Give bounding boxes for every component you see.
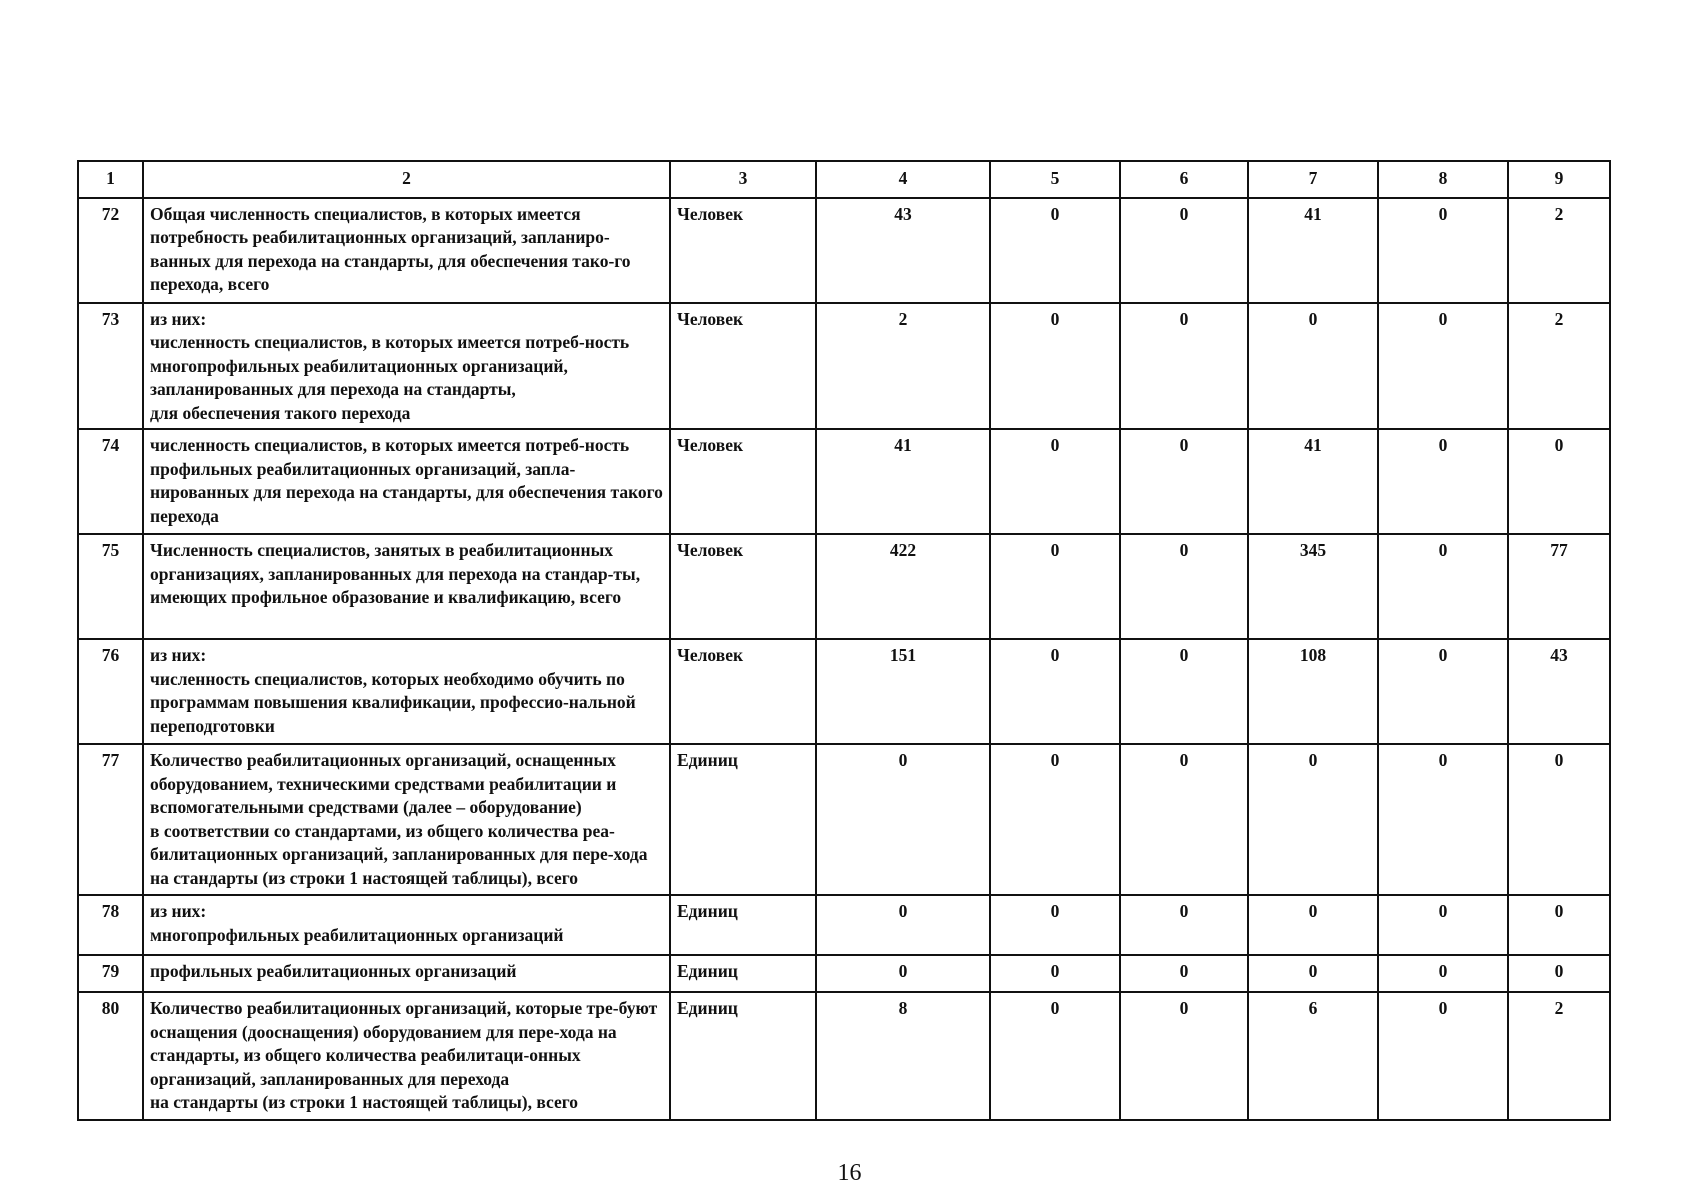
- row-number-cell: 80: [78, 992, 143, 1120]
- column-header: 9: [1508, 161, 1610, 198]
- value-cell: 41: [1248, 198, 1378, 303]
- row-number-cell: 79: [78, 955, 143, 992]
- row-number-cell: 77: [78, 744, 143, 895]
- value-cell: 0: [1508, 744, 1610, 895]
- value-cell: 0: [1378, 895, 1508, 955]
- value-cell: 0: [1508, 429, 1610, 534]
- value-cell: 0: [816, 955, 990, 992]
- value-cell: 0: [990, 198, 1120, 303]
- row-number-cell: 78: [78, 895, 143, 955]
- column-header: 6: [1120, 161, 1248, 198]
- value-cell: 0: [1378, 992, 1508, 1120]
- indicator-description-cell: профильных реабилитационных организаций: [143, 955, 670, 992]
- value-cell: 0: [1120, 895, 1248, 955]
- value-cell: 0: [1120, 992, 1248, 1120]
- table-row: [78, 303, 1610, 430]
- value-cell: 0: [816, 895, 990, 955]
- value-cell: 41: [816, 429, 990, 534]
- column-header: 5: [990, 161, 1120, 198]
- column-header: 8: [1378, 161, 1508, 198]
- value-cell: 0: [1378, 639, 1508, 744]
- value-cell: 0: [1248, 955, 1378, 992]
- value-cell: 0: [1248, 303, 1378, 430]
- column-header: 1: [78, 161, 143, 198]
- value-cell: 0: [990, 744, 1120, 895]
- column-header: 4: [816, 161, 990, 198]
- value-cell: 0: [1508, 955, 1610, 992]
- value-cell: 0: [1120, 303, 1248, 430]
- table-row: [78, 895, 1610, 955]
- value-cell: 0: [1508, 895, 1610, 955]
- table-row: [78, 744, 1610, 895]
- unit-cell: Человек: [670, 534, 816, 639]
- value-cell: 0: [990, 303, 1120, 430]
- value-cell: 151: [816, 639, 990, 744]
- column-header: 2: [143, 161, 670, 198]
- table-row: [78, 429, 1610, 534]
- unit-cell: Человек: [670, 198, 816, 303]
- page-number: 16: [837, 1160, 862, 1186]
- table-row: [78, 198, 1610, 303]
- value-cell: 0: [1378, 303, 1508, 430]
- unit-cell: Человек: [670, 303, 816, 430]
- table-row: [78, 992, 1610, 1120]
- value-cell: 0: [1248, 895, 1378, 955]
- value-cell: 0: [990, 639, 1120, 744]
- row-number-cell: 73: [78, 303, 143, 430]
- row-number-cell: 74: [78, 429, 143, 534]
- value-cell: 0: [1378, 744, 1508, 895]
- unit-cell: Человек: [670, 429, 816, 534]
- indicator-description-cell: из них: численность специалистов, которых необходимо обучить по программам повышения квалификации, профессио-нальной переподготовки: [143, 639, 670, 744]
- value-cell: 0: [990, 534, 1120, 639]
- value-cell: 422: [816, 534, 990, 639]
- indicator-description-cell: Общая численность специалистов, в которых имеется потребность реабилитационных организаций, запланиро-ванных для перехода на стандарты, для обеспечения тако-го перехода, всего: [143, 198, 670, 303]
- value-cell: 0: [1378, 534, 1508, 639]
- value-cell: 0: [990, 992, 1120, 1120]
- row-number-cell: 75: [78, 534, 143, 639]
- value-cell: 2: [1508, 198, 1610, 303]
- indicator-description-cell: Количество реабилитационных организаций, оснащенных оборудованием, техническими средствами реабилитации и вспомогательными средствами (далее – оборудование) в соответствии со стандартами, из общего количества реа-билитационных организаций, запланированных для пере-хода на стандарты (из строки 1 настоящей таблицы), всего: [143, 744, 670, 895]
- value-cell: 0: [816, 744, 990, 895]
- column-header: 7: [1248, 161, 1378, 198]
- column-number-header-row: [78, 161, 1610, 198]
- value-cell: 0: [990, 895, 1120, 955]
- row-number-cell: 76: [78, 639, 143, 744]
- value-cell: 2: [1508, 992, 1610, 1120]
- value-cell: 0: [1120, 198, 1248, 303]
- value-cell: 0: [1120, 534, 1248, 639]
- value-cell: 6: [1248, 992, 1378, 1120]
- value-cell: 8: [816, 992, 990, 1120]
- unit-cell: Единиц: [670, 955, 816, 992]
- indicator-description-cell: численность специалистов, в которых имеется потреб-ность профильных реабилитационных организаций, запла-нированных для перехода на стандарты, для обеспечения такого перехода: [143, 429, 670, 534]
- value-cell: 0: [1378, 198, 1508, 303]
- unit-cell: Единиц: [670, 895, 816, 955]
- unit-cell: Единиц: [670, 744, 816, 895]
- value-cell: 43: [1508, 639, 1610, 744]
- unit-cell: Человек: [670, 639, 816, 744]
- value-cell: 0: [1120, 429, 1248, 534]
- value-cell: 0: [1378, 429, 1508, 534]
- value-cell: 0: [1120, 639, 1248, 744]
- statistics-table: [77, 160, 1611, 1121]
- value-cell: 2: [1508, 303, 1610, 430]
- indicator-description-cell: из них: многопрофильных реабилитационных организаций: [143, 895, 670, 955]
- unit-cell: Единиц: [670, 992, 816, 1120]
- table-row: [78, 639, 1610, 744]
- value-cell: 345: [1248, 534, 1378, 639]
- value-cell: 0: [990, 429, 1120, 534]
- indicator-description-cell: Численность специалистов, занятых в реабилитационных организациях, запланированных для перехода на стандар-ты, имеющих профильное образование и квалификацию, всего: [143, 534, 670, 639]
- value-cell: 0: [990, 955, 1120, 992]
- value-cell: 43: [816, 198, 990, 303]
- value-cell: 41: [1248, 429, 1378, 534]
- table-row: [78, 534, 1610, 639]
- row-number-cell: 72: [78, 198, 143, 303]
- table-row: [78, 955, 1610, 992]
- value-cell: 0: [1378, 955, 1508, 992]
- indicator-description-cell: Количество реабилитационных организаций, которые тре-буют оснащения (дооснащения) оборудованием для пере-хода на стандарты, из общего количества реабилитаци-онных организаций, запланированных для перехода на стандарты (из строки 1 настоящей таблицы), всего: [143, 992, 670, 1120]
- indicator-description-cell: из них: численность специалистов, в которых имеется потреб-ность многопрофильных реабилитационных организаций, запланированных для перехода на стандарты, для обеспечения такого перехода: [143, 303, 670, 430]
- value-cell: 77: [1508, 534, 1610, 639]
- value-cell: 0: [1248, 744, 1378, 895]
- value-cell: 0: [1120, 744, 1248, 895]
- value-cell: 108: [1248, 639, 1378, 744]
- column-header: 3: [670, 161, 816, 198]
- value-cell: 0: [1120, 955, 1248, 992]
- value-cell: 2: [816, 303, 990, 430]
